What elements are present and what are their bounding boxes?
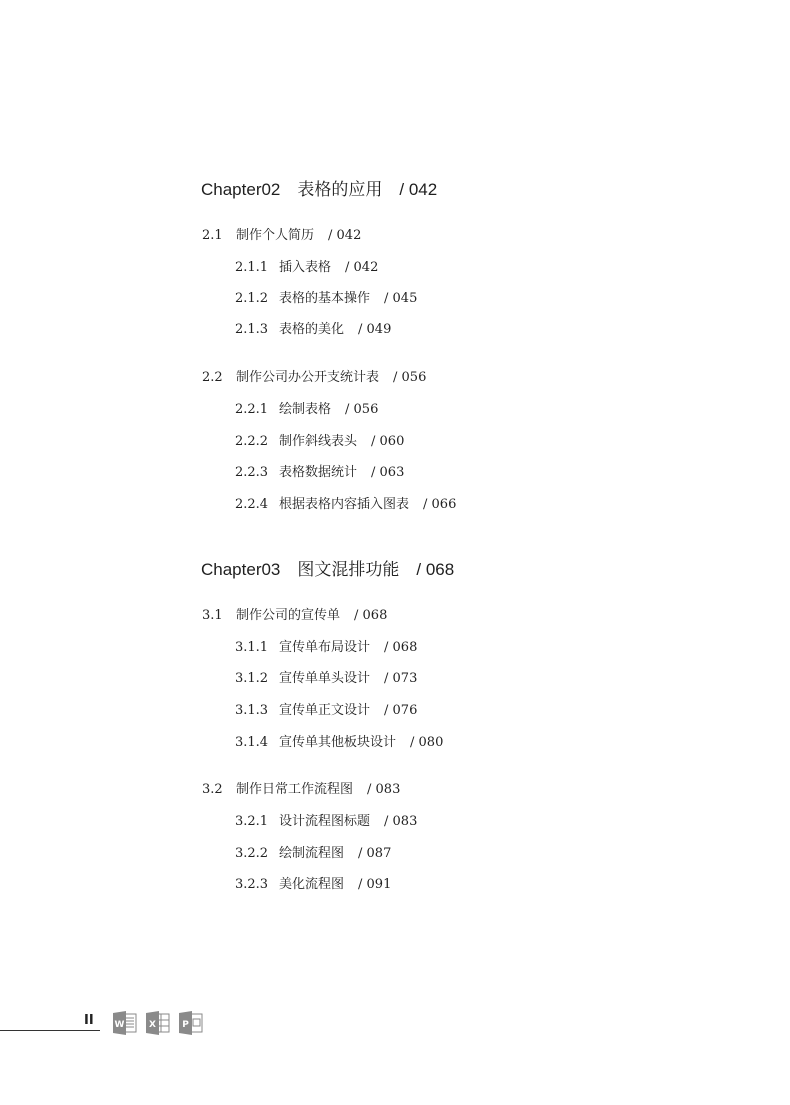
section-number: 3.2.3 [235,877,269,892]
page-ref: / 091 [358,877,392,892]
page-ref: / 066 [423,497,457,512]
section-title: 绘制表格 [279,402,332,417]
section-title: 表格的基本操作 [279,291,371,306]
toc-entry-2-1-3 [235,318,391,337]
page-ref: / 083 [384,814,418,829]
toc-entry-3-2 [202,778,400,797]
section-title: 绘制流程图 [279,846,345,861]
toc-entry-2-1 [202,224,361,243]
powerpoint-icon-letter: P [182,1020,189,1030]
page-ref: / 045 [384,291,418,306]
section-number: 2.2.1 [235,402,269,417]
section-title: 宣传单布局设计 [279,640,371,655]
section-title: 制作斜线表头 [279,434,358,449]
section-title: 表格的美化 [279,322,345,337]
section-title: 制作日常工作流程图 [236,782,354,797]
toc-entry-2-2-1 [235,398,378,417]
section-number: 2.2.2 [235,434,269,449]
section-number: 2.1.1 [235,260,269,275]
section-number: 2.1.2 [235,291,269,306]
section-title: 根据表格内容插入图表 [279,497,410,512]
section-title: 插入表格 [279,260,332,275]
chapter-03-heading: Chapter03 图文混排功能 / 068 [201,560,455,579]
page-ref: / 060 [371,434,405,449]
page-ref: / 056 [345,402,379,417]
toc-entry-2-2-3 [235,461,404,480]
page-ref: / 063 [371,465,405,480]
section-number: 2.2.3 [235,465,269,480]
page-ref: / 087 [358,846,392,861]
page-ref: / 068 [384,640,418,655]
word-icon-letter: W [114,1020,125,1030]
page-number: II [84,1013,94,1028]
page-ref: / 042 [328,228,362,243]
chapter-02-heading: Chapter02 表格的应用 / 042 [201,180,438,199]
section-number: 2.2.4 [235,497,269,512]
section-title: 设计流程图标题 [279,814,371,829]
section-number: 2.2 [202,370,223,385]
toc-entry-2-2-2 [235,430,404,449]
toc-entry-3-2-3 [235,873,391,892]
toc-entry-3-1-1 [235,636,417,655]
word-icon [112,1011,138,1035]
page-ref: / 083 [367,782,401,797]
toc-entry-3-1-2 [235,667,417,686]
section-number: 3.1.2 [235,671,269,686]
section-title: 制作个人简历 [236,228,315,243]
section-title: 美化流程图 [279,877,345,892]
page-ref: / 056 [393,370,427,385]
section-number: 3.1.1 [235,640,269,655]
page-ref: / 080 [410,735,444,750]
toc-entry-2-1-1 [235,256,378,275]
section-number: 3.2.2 [235,846,269,861]
section-number: 2.1 [202,228,223,243]
page-ref: / 068 [354,608,388,623]
page-ref: / 076 [384,703,418,718]
toc-entry-3-1-3 [235,699,417,718]
footer-rule [0,1030,100,1031]
toc-entry-3-1-4 [235,731,443,750]
toc-entry-3-1 [202,604,387,623]
section-number: 3.1.4 [235,735,269,750]
section-title: 宣传单其他板块设计 [279,735,397,750]
page-ref: / 073 [384,671,418,686]
section-number: 3.1 [202,608,223,623]
page-ref: / 049 [358,322,392,337]
section-number: 3.2.1 [235,814,269,829]
page-ref: / 042 [345,260,379,275]
toc-entry-2-2-4 [235,493,456,512]
toc-entry-2-2 [202,366,426,385]
section-title: 宣传单单头设计 [279,671,371,686]
powerpoint-icon [178,1011,204,1035]
toc-entry-3-2-2 [235,842,391,861]
excel-icon [145,1011,171,1035]
toc-entry-2-1-2 [235,287,417,306]
section-title: 制作公司的宣传单 [236,608,341,623]
toc-entry-3-2-1 [235,810,417,829]
section-title: 制作公司办公开支统计表 [236,370,380,385]
excel-icon-letter: X [149,1020,156,1030]
section-title: 宣传单正文设计 [279,703,371,718]
section-number: 2.1.3 [235,322,269,337]
section-number: 3.2 [202,782,223,797]
section-number: 3.1.3 [235,703,269,718]
section-title: 表格数据统计 [279,465,358,480]
